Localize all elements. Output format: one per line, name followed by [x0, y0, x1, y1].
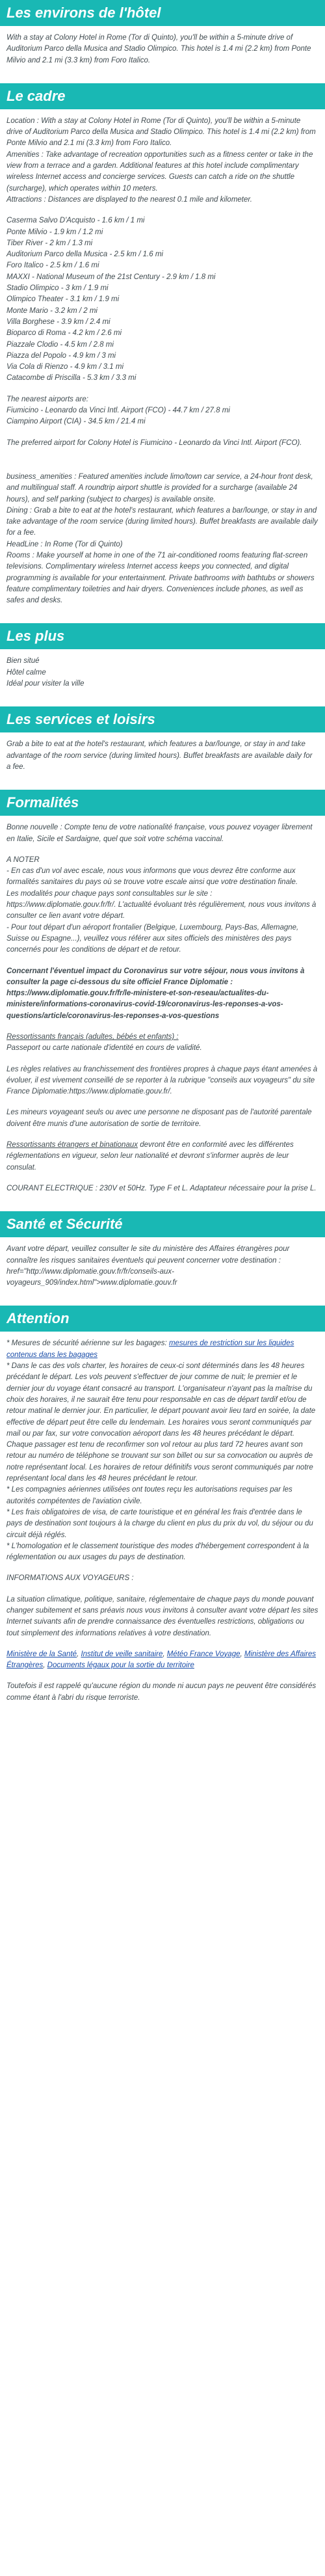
section-title-attention: Attention: [0, 1306, 325, 1332]
section-title-formalites: Formalités: [0, 790, 325, 816]
toutefois-text: Toutefois il est rappelé qu'aucune région du monde ni aucun pays ne peuvent être considérés comme étant à l'abri du risque terroriste.: [6, 1682, 317, 1702]
cadre-headline: HeadLine : In Rome (Tor di Quinto): [6, 540, 123, 548]
situation-text: La situation climatique, politique, sanitaire, réglementaire de chaque pays du monde pouvant changer subitement et sans préavis nous vous invitons à consulter avant votre départ les sites Internet suivants afin de prendre connaissance des éventuelles restrictions, obligations ou tout simplement des informations relatives à votre destination.: [6, 1595, 318, 1637]
infos-voyageurs-heading: INFORMATIONS AUX VOYAGEURS :: [6, 1574, 134, 1583]
distance-item: Caserma Salvo D'Acquisto - 1.6 km / 1 mi: [6, 217, 145, 225]
link-affaires-etrangeres[interactable]: Ministère des Affaires Étrangères: [6, 1650, 317, 1670]
section-formalites: [0, 790, 325, 1194]
distance-item: Foro Italico - 2.5 km / 1.6 mi: [6, 262, 99, 270]
section-attention: [0, 1306, 325, 1704]
link-documents-legaux[interactable]: Documents légaux pour la sortie du territoire: [47, 1661, 194, 1670]
airports-heading: The nearest airports are:: [6, 395, 88, 403]
compagnies-text: * Les compagnies aériennes utilisées ont toutes reçu les autorisations requises par les autorités compétentes de l'aviation civile.: [6, 1486, 292, 1505]
distance-item: Monte Mario - 3.2 km / 2 mi: [6, 306, 98, 315]
distance-item: Piazza del Popolo - 4.9 km / 3 mi: [6, 351, 116, 360]
distance-item: Auditorium Parco della Musica - 2.5 km / 1.6 mi: [6, 250, 163, 259]
ressortissants-fr-text: Passeport ou carte nationale d'identité en cours de validité.: [6, 1044, 202, 1053]
distance-item: Ponte Milvio - 1.9 km / 1.2 mi: [6, 228, 103, 236]
cadre-amenities: Amenities : Take advantage of recreation opportunities such as a fitness center or take in the view from a terrace and a garden. Additional features at this hotel include complimentary wireless Internet access and concierge services. Guests can catch a ride on the shuttle (surcharge), which operates within 10 meters.: [6, 150, 313, 193]
cadre-location: Location : With a stay at Colony Hotel in Rome (Tor di Quinto), you'll be within a 5-minute drive of Auditorium Parco della Musica and Stadio Olimpico. This hotel is 1.4 mi (2.2 km) from Ponte Milvio and 2.1 mi (3.3 km) from Foro Italico.: [6, 116, 316, 148]
section-title-services: Les services et loisirs: [0, 706, 325, 732]
frontieres-text: Les règles relatives au franchissement des frontières propres à chaque pays étant amenées à évoluer, il est vivement conseillé de se reporter à la rubrique "conseils aux voyageurs" du site France Diplomatie:https://www.diplomatie.gouv.fr/.: [6, 1065, 318, 1096]
airport-item: Ciampino Airport (CIA) - 34.5 km / 21.4 mi: [6, 418, 146, 426]
plus-list: [6, 656, 318, 690]
covid-notice: Concernant l'éventuel impact du Coronavirus sur votre séjour, nous vous invitons à consulter la page ci-dessous du site officiel France Diplomatie : https://www.diplomatie.gouv.fr/fr/le-ministere-et-son-reseau/actualites-du-ministere/informations-coronavirus-covid-19/coronavirus-les-reponses-a-vos-questions/article/coronavirus-les-reponses-a-vos-questions: [6, 967, 305, 1020]
section-plus: [0, 623, 325, 690]
distance-item: Tiber River - 2 km / 1.3 mi: [6, 239, 93, 247]
link-veille-sanitaire[interactable]: Institut de veille sanitaire: [81, 1650, 163, 1658]
section-cadre: [0, 83, 325, 607]
distance-list: [6, 215, 318, 384]
distance-item: Villa Borghese - 3.9 km / 2.4 mi: [6, 317, 110, 326]
cadre-dining: Dining : Grab a bite to eat at the hotel's restaurant, which features a bar/lounge, or stay in and take advantage of the room service (during limited hours). Buffet breakfasts are available daily for a fee.: [6, 506, 318, 537]
section-title-cadre: Le cadre: [0, 83, 325, 109]
homologation-text: * L'homologation et le classement touristique des modes d'hébergement correspondent à la réglementation ou aux usages du pays de destination.: [6, 1542, 309, 1562]
official-links: Ministère de la Santé, Institut de veille sanitaire, Météo France Voyage, Ministère des Affaires Étrangères, Documents légaux pour la sortie du territoire: [6, 1650, 317, 1670]
cadre-business-amenities: business_amenities : Featured amenities include limo/town car service, a 24-hour front desk, and multilingual staff. A roundtrip airport shuttle is provided for a surcharge (available 24 hours), and self parking (subject to charges) is available onsite.: [6, 472, 313, 503]
services-text: Grab a bite to eat at the hotel's restaurant, which features a bar/lounge, or stay in and take advantage of the room service (during limited hours). Buffet breakfasts are available daily for a fee.: [6, 740, 313, 771]
preferred-airport: The preferred airport for Colony Hotel is Fiumicino - Leonardo da Vinci Intl. Airport (FCO).: [6, 438, 302, 447]
environs-text: With a stay at Colony Hotel in Rome (Tor di Quinto), you'll be within a 5-minute drive of Auditorium Parco della Musica and Stadio Olimpico. This hotel is 1.4 mi (2.2 km) from Ponte Milvio and 2.1 mi (3.3 km) from Foro Italico.: [6, 34, 311, 64]
distance-item: Bioparco di Roma - 4.2 km / 2.6 mi: [6, 329, 122, 338]
section-title-sante: Santé et Sécurité: [0, 1211, 325, 1237]
link-ministere-sante[interactable]: Ministère de la Santé: [6, 1650, 77, 1658]
etrangers-text: devront être en conformité avec les différentes réglementations en vigueur, selon leur nationalité et devront s'informer auprès de leur consulat.: [6, 1141, 294, 1172]
cadre-attractions: Attractions : Distances are displayed to the nearest 0.1 mile and kilometer.: [6, 195, 252, 204]
airport-list: [6, 394, 318, 428]
distance-item: Catacombe di Priscilla - 5.3 km / 3.3 mi: [6, 374, 136, 382]
mesures-prefix: * Mesures de sécurité aérienne sur les bagages:: [6, 1339, 169, 1348]
mineurs-text: Les mineurs voyageant seuls ou avec une personne ne disposant pas de l'autorité parentale doivent être munis d'une autorisation de sortie de territoire.: [6, 1108, 312, 1128]
etrangers-heading: Ressortissants étrangers et binationaux: [6, 1141, 138, 1149]
section-title-plus: Les plus: [0, 623, 325, 649]
vols-charter-text: * Dans le cas des vols charter, les horaires de ceux-ci sont déterminés dans les 48 heures précédant le départ. Les vols peuvent s'effectuer de jour comme de nuit; le premier et le dernier jour du voyage étant consacré au transport. L'organisateur n'ayant pas la maîtrise du choix des horaires, il ne saurait être tenu pour responsable en cas de départ tardif et/ou de retour matinal le dernier jour. En particulier, le départ pouvant avoir lieu tard en soirée, la date effective de départ peut être celle du lendemain. Les horaires vous seront communiqués par mail ou par fax, sur votre convocation aéroport dans les 48 heures précédant le départ. Chaque passager est tenu de reconfirmer son vol retour au plus tard 72 heures avant son retour au numéro de téléphone se trouvant sur son billet ou sur sa convocation ou auprès de notre représentant local. Les horaires de retour définitifs vous seront communiqués par notre représentant local dans les 48 heures précédant le retour.: [6, 1362, 316, 1483]
mesures-securite: [6, 1338, 318, 1361]
ressortissants-fr-heading: Ressortissants français (adultes, bébés et enfants) :: [6, 1033, 179, 1041]
noter-heading: A NOTER: [6, 855, 40, 864]
distance-item: Stadio Olimpico - 3 km / 1.9 mi: [6, 284, 109, 293]
liquides-restriction-link[interactable]: mesures de restriction sur les liquides contenus dans les bagages: [6, 1339, 294, 1359]
courant-electrique: COURANT ELECTRIQUE : 230V et 50Hz. Type F et L. Adaptateur nécessaire pour la prise L.: [6, 1184, 317, 1192]
noter-escale: - En cas d'un vol avec escale, nous vous informons que vous devrez être conforme aux formalités sanitaires du pays où se trouve votre escale ainsi que votre destination finale.: [6, 867, 298, 887]
section-services: [0, 706, 325, 773]
distance-item: Via Cola di Rienzo - 4.9 km / 3.1 mi: [6, 363, 124, 371]
distance-item: Olimpico Theater - 3.1 km / 1.9 mi: [6, 295, 120, 304]
section-environs: [0, 0, 325, 66]
sante-text: Avant votre départ, veuillez consulter le site du ministère des Affaires étrangères pour connaître les risques sanitaires éventuels qui peuvent concerner votre destination : href="http://www.diplomatie.gouv.fr/fr/conseils-aux-voyageurs_909/index.html">www.diplomatie.gouv.fr: [6, 1245, 290, 1287]
formalites-intro: Bonne nouvelle : Compte tenu de votre nationalité française, vous pouvez voyager librement en Italie, Sicile et Sardaigne, quel que soit votre schéma vaccinal.: [6, 824, 313, 843]
plus-item: Hôtel calme: [6, 668, 46, 677]
noter-modalites: Les modalités pour chaque pays sont consultables sur le site : https://www.diplomatie.gouv.fr/fr/. L'actualité évoluant très régulièrement, nous vous invitons à consulter ce lien avant votre départ.: [6, 889, 317, 920]
cadre-rooms: Rooms : Make yourself at home in one of the 71 air-conditioned rooms featuring flat-screen televisions. Complimentary wireless Internet access keeps you connected, and digital programming is available for your entertainment. Private bathrooms with bathtubs or showers feature complimentary toiletries and hair dryers. Conveniences include phones, as well as safes and desks.: [6, 551, 315, 605]
section-title-environs: Les environs de l'hôtel: [0, 0, 325, 26]
noter-aeroport-frontalier: - Pour tout départ d'un aéroport frontalier (Belgique, Luxembourg, Pays-Bas, Allemagne, Suisse ou Espagne...), veuillez vous référer aux sites officiels des ministères des pays concernés pour les conditions de départ et de retour.: [6, 923, 299, 954]
section-sante: [0, 1211, 325, 1289]
distance-item: MAXXI - National Museum of the 21st Century - 2.9 km / 1.8 mi: [6, 273, 216, 281]
plus-item: Bien situé: [6, 657, 40, 665]
distance-item: Piazzale Clodio - 4.5 km / 2.8 mi: [6, 340, 114, 349]
frais-text: * Les frais obligatoires de visa, de carte touristique et en général les frais d'entrée dans le pays de destination sont toujours à la charge du client en plus du prix du vol, du séjour ou du circuit déjà réglés.: [6, 1508, 313, 1539]
link-meteo-france[interactable]: Météo France Voyage: [166, 1650, 240, 1658]
airport-item: Fiumicino - Leonardo da Vinci Intl. Airport (FCO) - 44.7 km / 27.8 mi: [6, 407, 230, 415]
plus-item: Idéal pour visiter la ville: [6, 680, 84, 688]
etrangers-paragraph: [6, 1140, 318, 1174]
